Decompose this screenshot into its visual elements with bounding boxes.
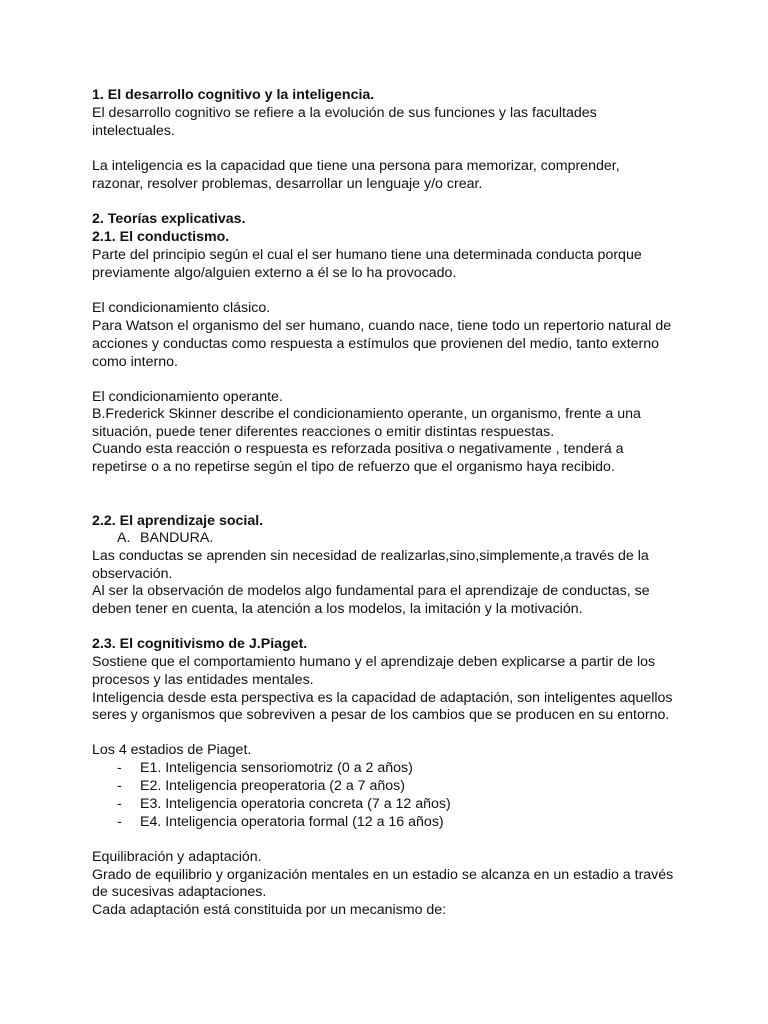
heading-aprendizaje-social: 2.2. El aprendizaje social. [92,513,264,529]
list-item: E1. Inteligencia sensoriomotriz (0 a 2 años) [140,760,413,776]
heading-teorias-explicativas: 2. Teorías explicativas. [92,211,246,227]
text-line: deben tener en cuenta, la atención a los modelos, la imitación y la motivación. [92,601,583,617]
text-line: Inteligencia desde esta perspectiva es la capacidad de adaptación, son inteligentes aquellos [92,690,673,706]
text-line: El desarrollo cognitivo se refiere a la evolución de sus funciones y las facultades [92,105,597,121]
heading-cognitivismo-piaget: 2.3. El cognitivismo de J.Piaget. [92,636,308,652]
text-line: repetirse o a no repetirse según el tipo de refuerzo que el organismo haya recibido. [92,459,615,475]
text-line: Para Watson el organismo del ser humano, cuando nace, tiene todo un repertorio natural de [92,318,672,334]
list-item: E3. Inteligencia operatoria concreta (7 a 12 años) [140,796,451,812]
heading-desarrollo-cognitivo: 1. El desarrollo cognitivo y la inteligencia. [92,87,375,103]
list-marker: A. [117,530,131,546]
text-line: situación, puede tener diferentes reacciones o emitir distintas respuestas. [92,424,555,440]
text-line: intelectuales. [92,123,175,139]
text-line: seres y organismos que sobreviven a pesar de los cambios que se producen en su entorno. [92,707,670,723]
list-item: BANDURA. [140,530,214,546]
text-line: procesos y las entidades mentales. [92,672,314,688]
subheading-estadios-piaget: Los 4 estadios de Piaget. [92,742,252,758]
heading-conductismo: 2.1. El conductismo. [92,229,230,245]
text-line: acciones y conductas como respuesta a estímulos que provienen del medio, tanto externo [92,336,660,352]
text-line: previamente algo/alguien externo a él se lo ha provocado. [92,265,457,281]
text-line: Al ser la observación de modelos algo fundamental para el aprendizaje de conductas, se [92,583,650,599]
text-line: como interno. [92,354,178,370]
text-line: Cuando esta reacción o respuesta es reforzada positiva o negativamente , tenderá a [92,441,624,457]
text-line: de sucesivas adaptaciones. [92,884,267,900]
text-line: Grado de equilibrio y organización mentales en un estadio se alcanza en un estadio a través [92,867,674,883]
text-line: Parte del principio según el cual el ser humano tiene una determinada conducta porque [92,247,642,263]
dash-marker: - [117,778,122,794]
list-item: E2. Inteligencia preoperatoria (2 a 7 años) [140,778,405,794]
text-line: La inteligencia es la capacidad que tiene una persona para memorizar, comprender, [92,158,620,174]
subheading-condicionamiento-clasico: El condicionamiento clásico. [92,300,271,316]
list-item: E4. Inteligencia operatoria formal (12 a 16 años) [140,814,444,830]
dash-marker: - [117,760,122,776]
text-line: Sostiene que el comportamiento humano y el aprendizaje deben explicarse a partir de los [92,654,656,670]
text-line: B.Frederick Skinner describe el condicionamiento operante, un organismo, frente a una [92,406,641,422]
text-line: razonar, resolver problemas, desarrollar un lenguaje y/o crear. [92,176,483,192]
text-line: observación. [92,566,173,582]
text-line: Cada adaptación está constituida por un mecanismo de: [92,902,447,918]
dash-marker: - [117,796,122,812]
subheading-condicionamiento-operante: El condicionamiento operante. [92,389,283,405]
dash-marker: - [117,814,122,830]
subheading-equilibracion: Equilibración y adaptación. [92,849,262,865]
text-line: Las conductas se aprenden sin necesidad de realizarlas,sino,simplemente,a través de la [92,548,649,564]
